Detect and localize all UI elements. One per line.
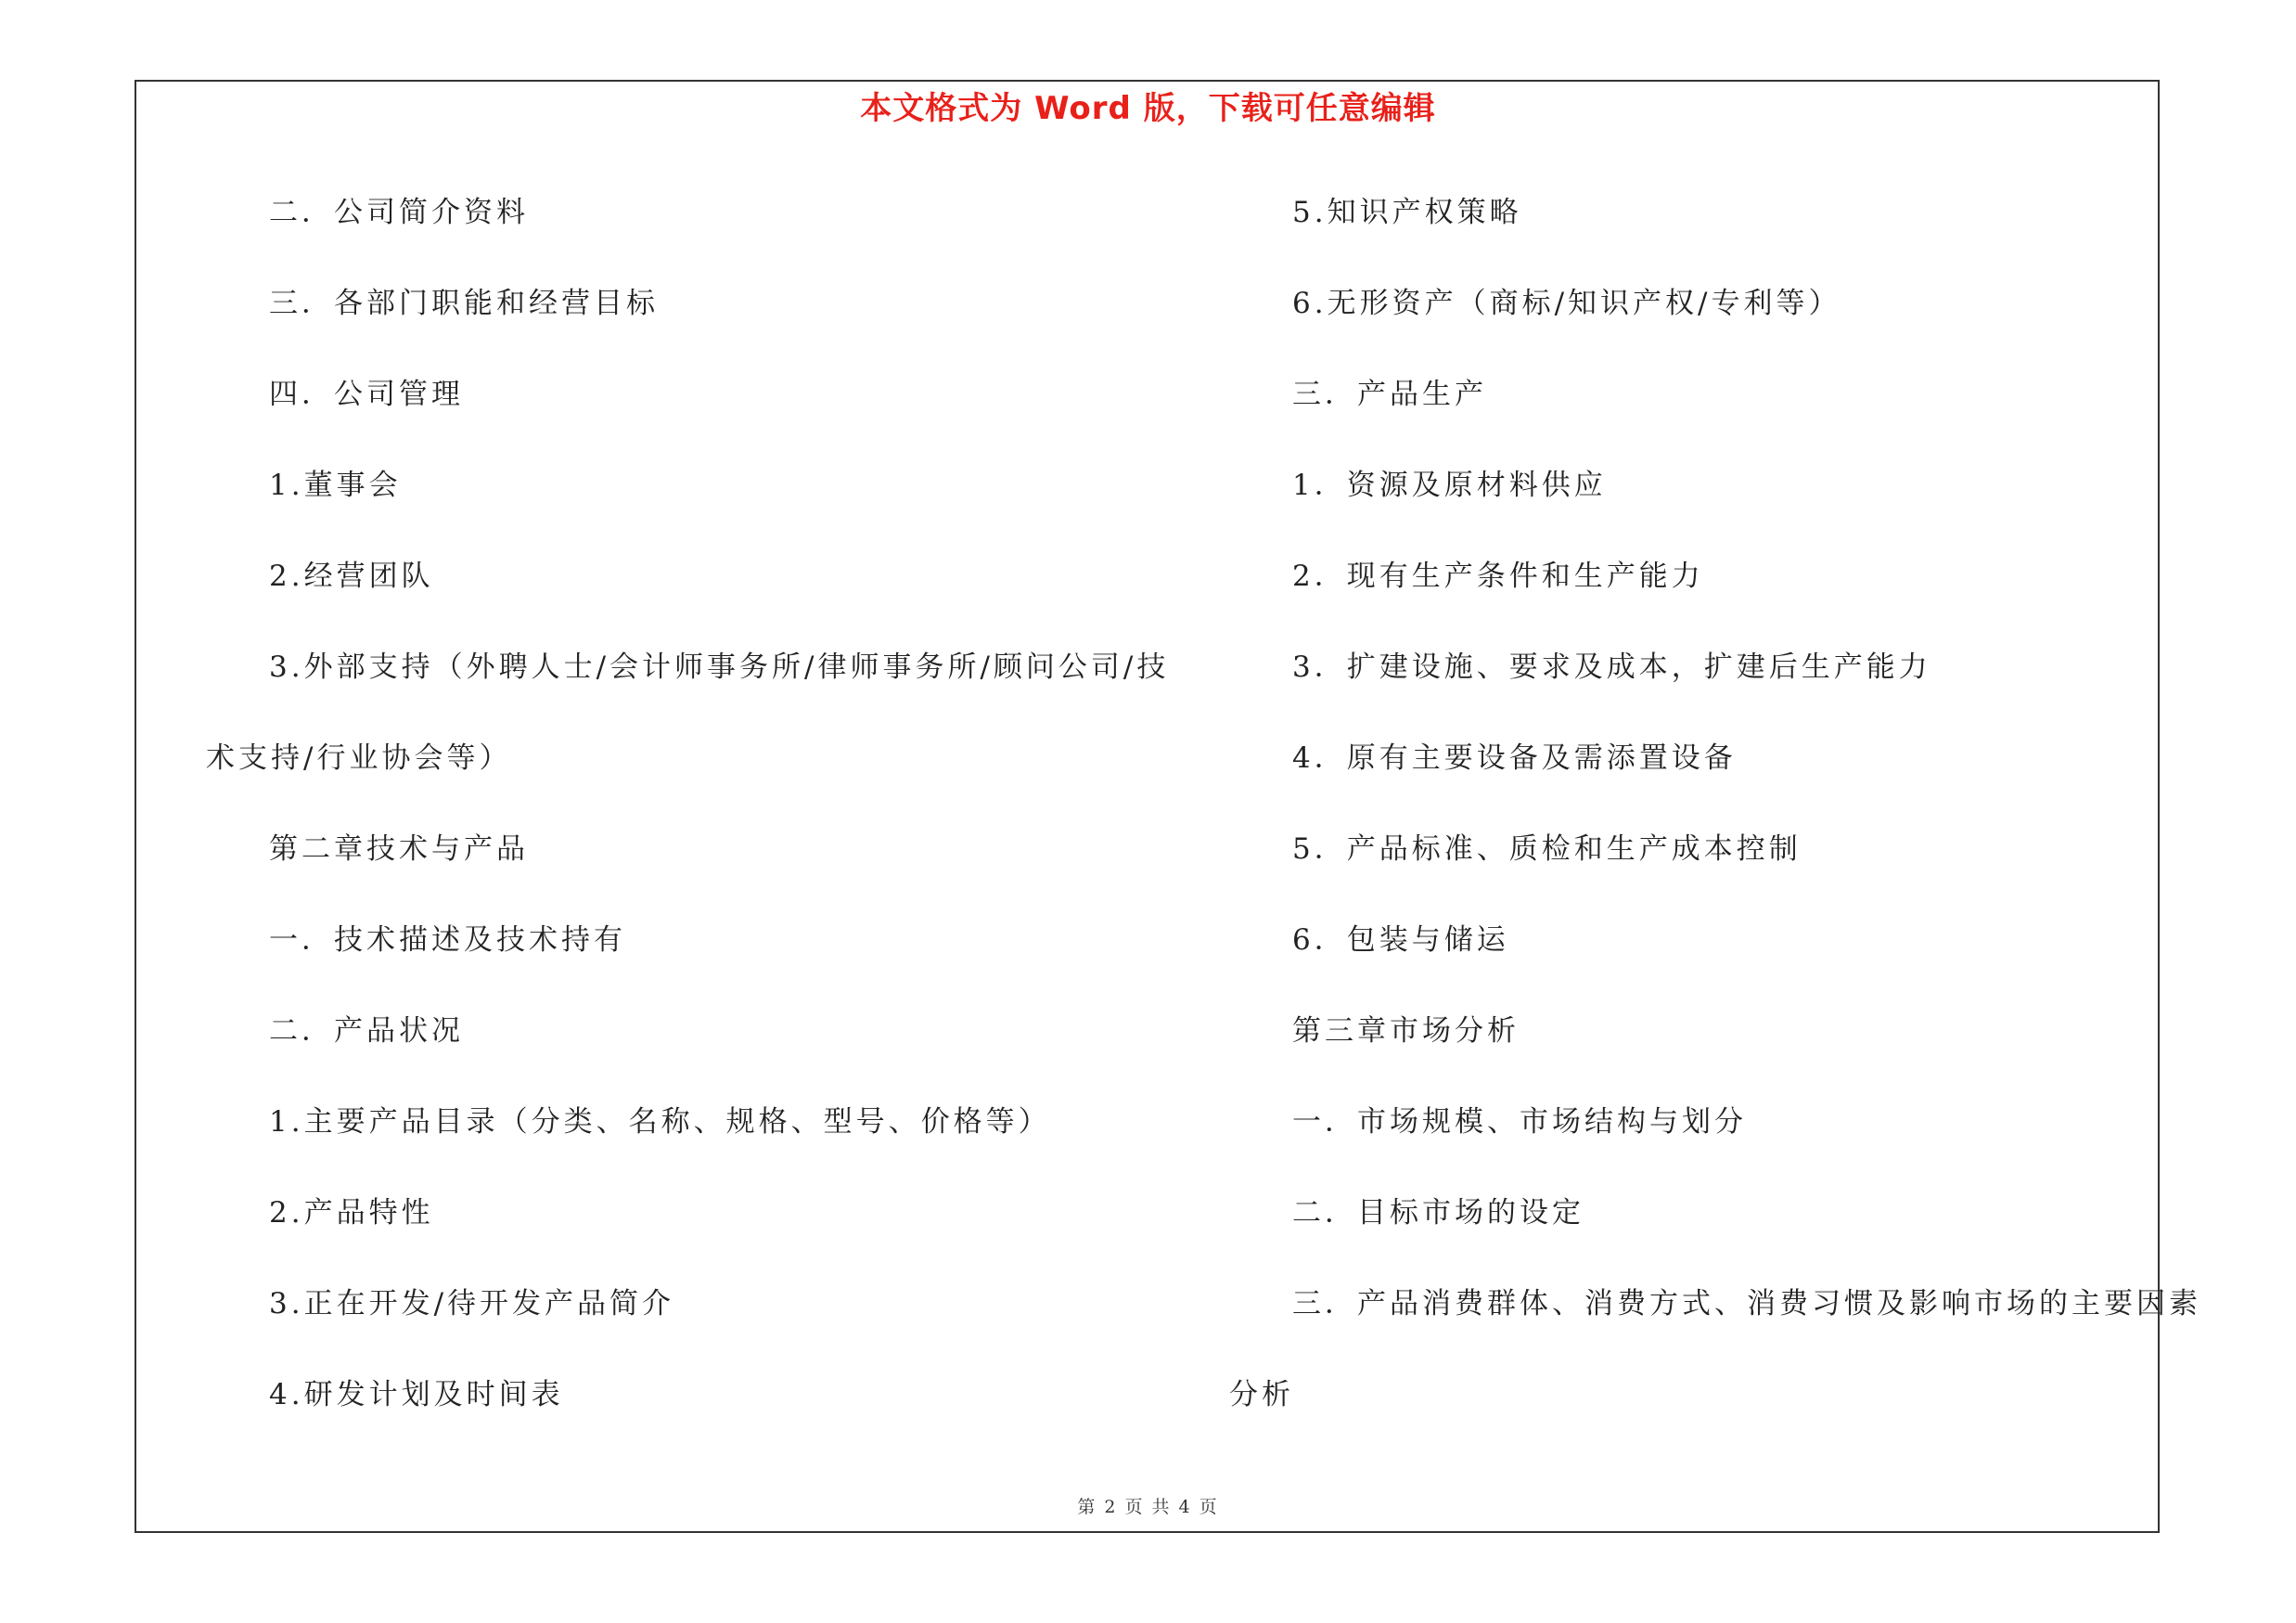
chapter-heading: 第二章技术与产品 <box>269 832 529 866</box>
list-item: 4．原有主要设备及需添置设备 <box>1292 741 1737 775</box>
list-item: 术支持/行业协会等） <box>206 741 512 775</box>
list-item: 6.无形资产（商标/知识产权/专利等） <box>1292 287 1841 320</box>
list-item: 二．公司简介资料 <box>269 196 529 229</box>
list-item: 3．扩建设施、要求及成本，扩建后生产能力 <box>1292 650 1931 684</box>
list-item: 一．技术描述及技术持有 <box>269 923 626 957</box>
list-item: 1.主要产品目录（分类、名称、规格、型号、价格等） <box>269 1105 1051 1139</box>
list-item: 3.外部支持（外聘人士/会计师事务所/律师事务所/顾问公司/技 <box>269 650 1170 684</box>
list-item: 二．产品状况 <box>269 1014 464 1048</box>
list-item: 2．现有生产条件和生产能力 <box>1292 560 1704 593</box>
format-banner: 本文格式为 Word 版，下载可任意编辑 <box>860 90 1436 127</box>
list-item: 6．包装与储运 <box>1292 923 1509 957</box>
list-item: 一．市场规模、市场结构与划分 <box>1292 1105 1747 1139</box>
list-item: 三．产品生产 <box>1292 378 1487 411</box>
list-item: 三．各部门职能和经营目标 <box>269 287 659 320</box>
list-item: 5.知识产权策略 <box>1292 196 1522 229</box>
chapter-heading: 第三章市场分析 <box>1292 1014 1520 1048</box>
list-item: 1．资源及原材料供应 <box>1292 469 1607 502</box>
list-item: 2.产品特性 <box>269 1196 434 1230</box>
list-item: 2.经营团队 <box>269 560 434 593</box>
list-item: 分析 <box>1229 1378 1294 1411</box>
list-item: 1.董事会 <box>269 469 402 502</box>
list-item: 二．目标市场的设定 <box>1292 1196 1584 1230</box>
page-indicator: 第 2 页 共 4 页 <box>1077 1497 1219 1517</box>
list-item: 三．产品消费群体、消费方式、消费习惯及影响市场的主要因素 <box>1292 1287 2201 1320</box>
list-item: 四．公司管理 <box>269 378 464 411</box>
list-item: 4.研发计划及时间表 <box>269 1378 564 1411</box>
list-item: 5．产品标准、质检和生产成本控制 <box>1292 832 1802 866</box>
list-item: 3.正在开发/待开发产品简介 <box>269 1287 675 1320</box>
